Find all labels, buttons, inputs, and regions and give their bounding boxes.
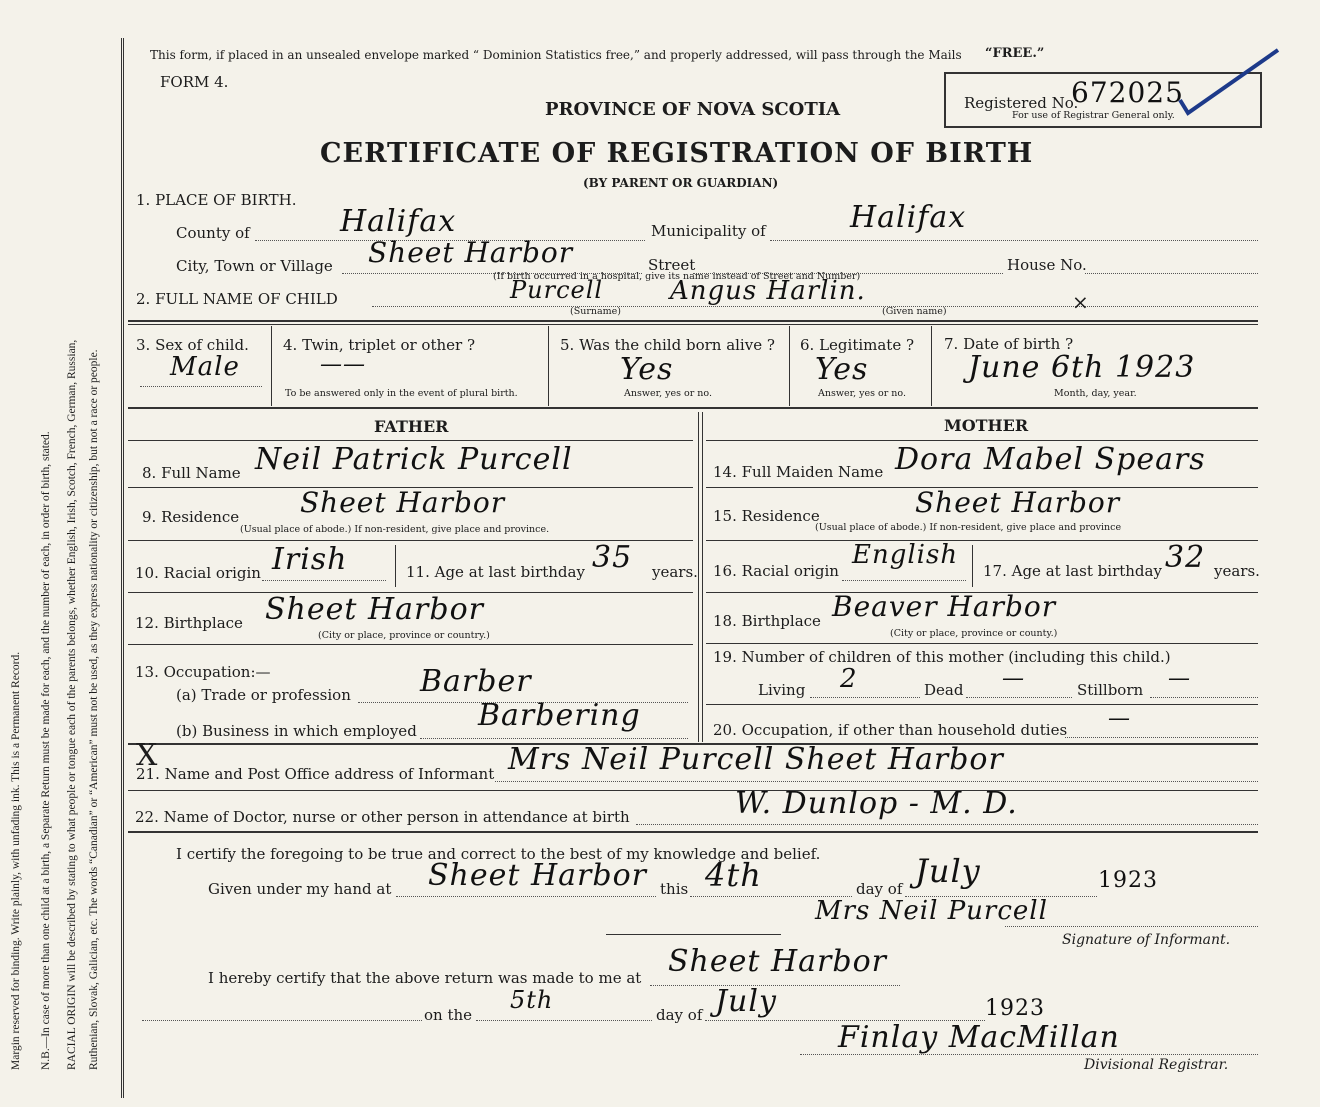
- check-mark-icon: [1170, 45, 1285, 120]
- column-divider: [698, 412, 699, 742]
- margin-note-racial-origin: RACIAL ORIGIN will be described by stating to what people or tongue each of the parents belongs, whether English, Irish, Scotch, French, German, Russian,: [66, 339, 78, 1070]
- cell-divider: [789, 326, 790, 406]
- margin-note-multiple-births: N.B.—In case of more than one child at a birth, a Separate Return must be made for each, and the number of each, in order of birth, stated.: [40, 431, 52, 1070]
- child-name-label: 2. FULL NAME OF CHILD: [136, 290, 338, 308]
- divider: [128, 324, 1258, 325]
- mail-notice: This form, if placed in an unsealed envelope marked “ Dominion Statistics free,” and properly addressed, will pass through the Mails: [150, 48, 962, 62]
- trade-label: (a) Trade or profession: [176, 686, 351, 704]
- mother-name-label: 14. Full Maiden Name: [713, 463, 884, 481]
- city-label: City, Town or Village: [176, 257, 333, 275]
- legitimate-label: 6. Legitimate ?: [800, 336, 915, 354]
- form-number: FORM 4.: [160, 73, 229, 91]
- mother-residence-note: (Usual place of abode.) If non-resident, give place and province: [815, 522, 1122, 533]
- column-divider: [702, 412, 703, 742]
- father-age-years: years.: [652, 563, 698, 581]
- father-name-label: 8. Full Name: [142, 464, 241, 482]
- this-day: 4th: [705, 856, 762, 894]
- informant-value: Mrs Neil Purcell Sheet Harbor: [508, 742, 1004, 777]
- municipality-label: Municipality of: [651, 222, 766, 240]
- mother-name-value: Dora Mabel Spears: [895, 442, 1206, 477]
- father-residence-label: 9. Residence: [142, 508, 240, 526]
- cross-mark: X: [136, 738, 158, 773]
- registrar-use-note: For use of Registrar General only.: [1012, 110, 1175, 121]
- father-racial-value: Irish: [272, 542, 348, 577]
- mother-age-label: 17. Age at last birthday: [983, 562, 1162, 580]
- on-the-label: on the: [424, 1006, 473, 1024]
- divider: [128, 790, 1258, 791]
- informant-line: [495, 781, 1258, 782]
- tick-mark: ×: [1072, 290, 1089, 314]
- divider: [128, 440, 693, 441]
- cell-divider: [931, 326, 932, 406]
- alive-value: Yes: [620, 352, 674, 387]
- father-residence-note: (Usual place of abode.) If non-resident, give place and province.: [240, 524, 550, 535]
- twin-label: 4. Twin, triplet or other ?: [283, 336, 475, 354]
- registrar-place: Sheet Harbor: [668, 944, 887, 979]
- binding-margin: [10, 30, 120, 1080]
- sex-value: Male: [170, 352, 240, 382]
- street-label: Street: [648, 256, 696, 274]
- father-heading: FATHER: [374, 417, 449, 436]
- mother-birthplace-label: 18. Birthplace: [713, 612, 821, 630]
- mother-racial-line: [842, 580, 966, 581]
- child-surname: Purcell: [510, 276, 604, 304]
- divider: [706, 643, 1258, 644]
- mother-occupation-label: 20. Occupation, if other than household duties: [713, 721, 1068, 739]
- dob-note: Month, day, year.: [1054, 388, 1137, 399]
- municipality-line: [770, 240, 1258, 241]
- doctor-line: [636, 824, 1258, 825]
- mother-birthplace-value: Beaver Harbor: [832, 590, 1057, 623]
- alive-label: 5. Was the child born alive ?: [560, 336, 775, 354]
- sex-label: 3. Sex of child.: [136, 336, 249, 354]
- signature-caption: Signature of Informant.: [1062, 932, 1231, 948]
- alive-note: Answer, yes or no.: [624, 388, 713, 399]
- registrar-statement: I hereby certify that the above return was made to me at: [208, 969, 642, 987]
- dead-label: Dead: [924, 681, 964, 699]
- informant-signature: Mrs Neil Purcell: [815, 896, 1048, 926]
- father-birthplace-note: (City or place, province or country.): [318, 630, 490, 641]
- day-of-label: day of: [856, 880, 903, 898]
- county-value: Halifax: [340, 204, 457, 239]
- living-label: Living: [758, 681, 806, 699]
- dob-value: June 6th 1923: [968, 350, 1196, 385]
- doctor-label: 22. Name of Doctor, nurse or other person in attendance at birth: [135, 808, 630, 826]
- mother-age-value: 32: [1165, 540, 1206, 575]
- child-name-line: [372, 306, 1258, 307]
- cell-divider: [972, 545, 973, 587]
- province-heading: PROVINCE OF NOVA SCOTIA: [545, 99, 841, 120]
- mother-racial-value: English: [852, 540, 959, 570]
- city-value: Sheet Harbor: [368, 236, 574, 269]
- father-residence-value: Sheet Harbor: [300, 486, 506, 519]
- given-under-label: Given under my hand at: [208, 880, 392, 898]
- page-title: CERTIFICATE OF REGISTRATION OF BIRTH: [320, 138, 1034, 169]
- mother-residence-label: 15. Residence: [713, 507, 820, 525]
- certify-statement: I certify the foregoing to be true and correct to the best of my knowledge and belief.: [176, 845, 821, 863]
- mother-birthplace-note: (City or place, province or county.): [890, 628, 1058, 639]
- child-given-name: Angus Harlin.: [670, 276, 866, 306]
- house-label: House No.: [1007, 256, 1087, 274]
- given-name-caption: (Given name): [882, 306, 947, 317]
- cell-divider: [395, 545, 396, 587]
- stillborn-label: Stillborn: [1077, 681, 1144, 699]
- father-racial-label: 10. Racial origin: [135, 564, 261, 582]
- given-place-line: [396, 896, 656, 897]
- father-birthplace-value: Sheet Harbor: [265, 592, 484, 627]
- mother-heading: MOTHER: [944, 416, 1029, 435]
- margin-note-racial-origin-cont: Ruthenian, Slovak, Galician, etc. The words “Canadian” or “American” must not be used, as they express nationality or citizenship, but not a race or people.: [88, 349, 100, 1070]
- given-year: 1923: [1098, 868, 1158, 893]
- this-label: this: [660, 880, 689, 898]
- cell-divider: [548, 326, 549, 406]
- twin-note: To be answered only in the event of plural birth.: [285, 388, 518, 399]
- margin-note-binding: Margin reserved for binding. Write plainly, with unfading ink. This is a Permanent Record.: [10, 651, 22, 1070]
- registrar-day-line: [476, 1020, 652, 1021]
- cell-divider: [271, 326, 272, 406]
- municipality-value: Halifax: [850, 200, 967, 235]
- stillborn-value: —: [1168, 666, 1191, 691]
- free-label: “FREE.”: [985, 46, 1045, 61]
- registrar-caption: Divisional Registrar.: [1084, 1057, 1229, 1073]
- business-line: [420, 738, 688, 739]
- divider: [128, 831, 1258, 833]
- county-label: County of: [176, 224, 250, 242]
- father-birthplace-label: 12. Birthplace: [135, 614, 243, 632]
- page-subtitle: (BY PARENT OR GUARDIAN): [583, 176, 779, 190]
- sex-line: [140, 386, 262, 387]
- business-value: Barbering: [478, 698, 641, 733]
- margin-rule: [121, 38, 124, 1098]
- dead-line: [966, 697, 1072, 698]
- registrar-day: 5th: [510, 986, 554, 1014]
- registrar-day-of-label: day of: [656, 1006, 703, 1024]
- signature-rule: [606, 934, 781, 935]
- divider: [706, 704, 1258, 705]
- signature-line: [1005, 926, 1258, 927]
- hospital-note: (If birth occurred in a hospital, give its name instead of Street and Number): [493, 271, 861, 282]
- living-value: 2: [840, 664, 858, 694]
- father-racial-line: [262, 580, 386, 581]
- father-age-label: 11. Age at last birthday: [406, 563, 585, 581]
- divider: [128, 320, 1258, 322]
- trade-value: Barber: [420, 664, 532, 699]
- mother-age-years: years.: [1214, 562, 1260, 580]
- mother-residence-value: Sheet Harbor: [915, 486, 1121, 519]
- place-of-birth-label: 1. PLACE OF BIRTH.: [136, 191, 297, 209]
- father-name-value: Neil Patrick Purcell: [255, 442, 573, 477]
- registered-label: Registered No.: [964, 94, 1079, 112]
- informant-label: 21. Name and Post Office address of Informant: [136, 765, 495, 783]
- mother-occupation-value: —: [1108, 706, 1131, 731]
- divider: [128, 407, 1258, 409]
- registrar-month: July: [715, 984, 777, 1019]
- surname-caption: (Surname): [570, 306, 621, 317]
- children-count-label: 19. Number of children of this mother (including this child.): [713, 648, 1171, 666]
- given-place: Sheet Harbor: [428, 858, 647, 893]
- registered-number: 672025: [1071, 76, 1184, 109]
- dob-label: 7. Date of birth ?: [944, 335, 1074, 353]
- dead-value: —: [1002, 666, 1025, 691]
- legitimate-value: Yes: [815, 352, 869, 387]
- mother-racial-label: 16. Racial origin: [713, 562, 839, 580]
- father-occupation-label: 13. Occupation:—: [135, 663, 271, 681]
- twin-value: ——: [320, 352, 366, 377]
- registrar-lead-line: [142, 1020, 422, 1021]
- father-age-value: 35: [592, 540, 633, 575]
- doctor-value: W. Dunlop - M. D.: [735, 786, 1018, 821]
- legitimate-note: Answer, yes or no.: [818, 388, 907, 399]
- registrar-signature-line: [800, 1054, 1258, 1055]
- mother-occupation-line: [1065, 737, 1258, 738]
- given-month: July: [915, 852, 981, 890]
- house-line: [1085, 273, 1258, 274]
- registrar-year: 1923: [985, 996, 1045, 1021]
- divider: [128, 644, 693, 645]
- living-line: [810, 697, 920, 698]
- stillborn-line: [1150, 697, 1258, 698]
- business-label: (b) Business in which employed: [176, 722, 417, 740]
- divider: [706, 440, 1258, 441]
- registrar-signature: Finlay MacMillan: [838, 1020, 1120, 1055]
